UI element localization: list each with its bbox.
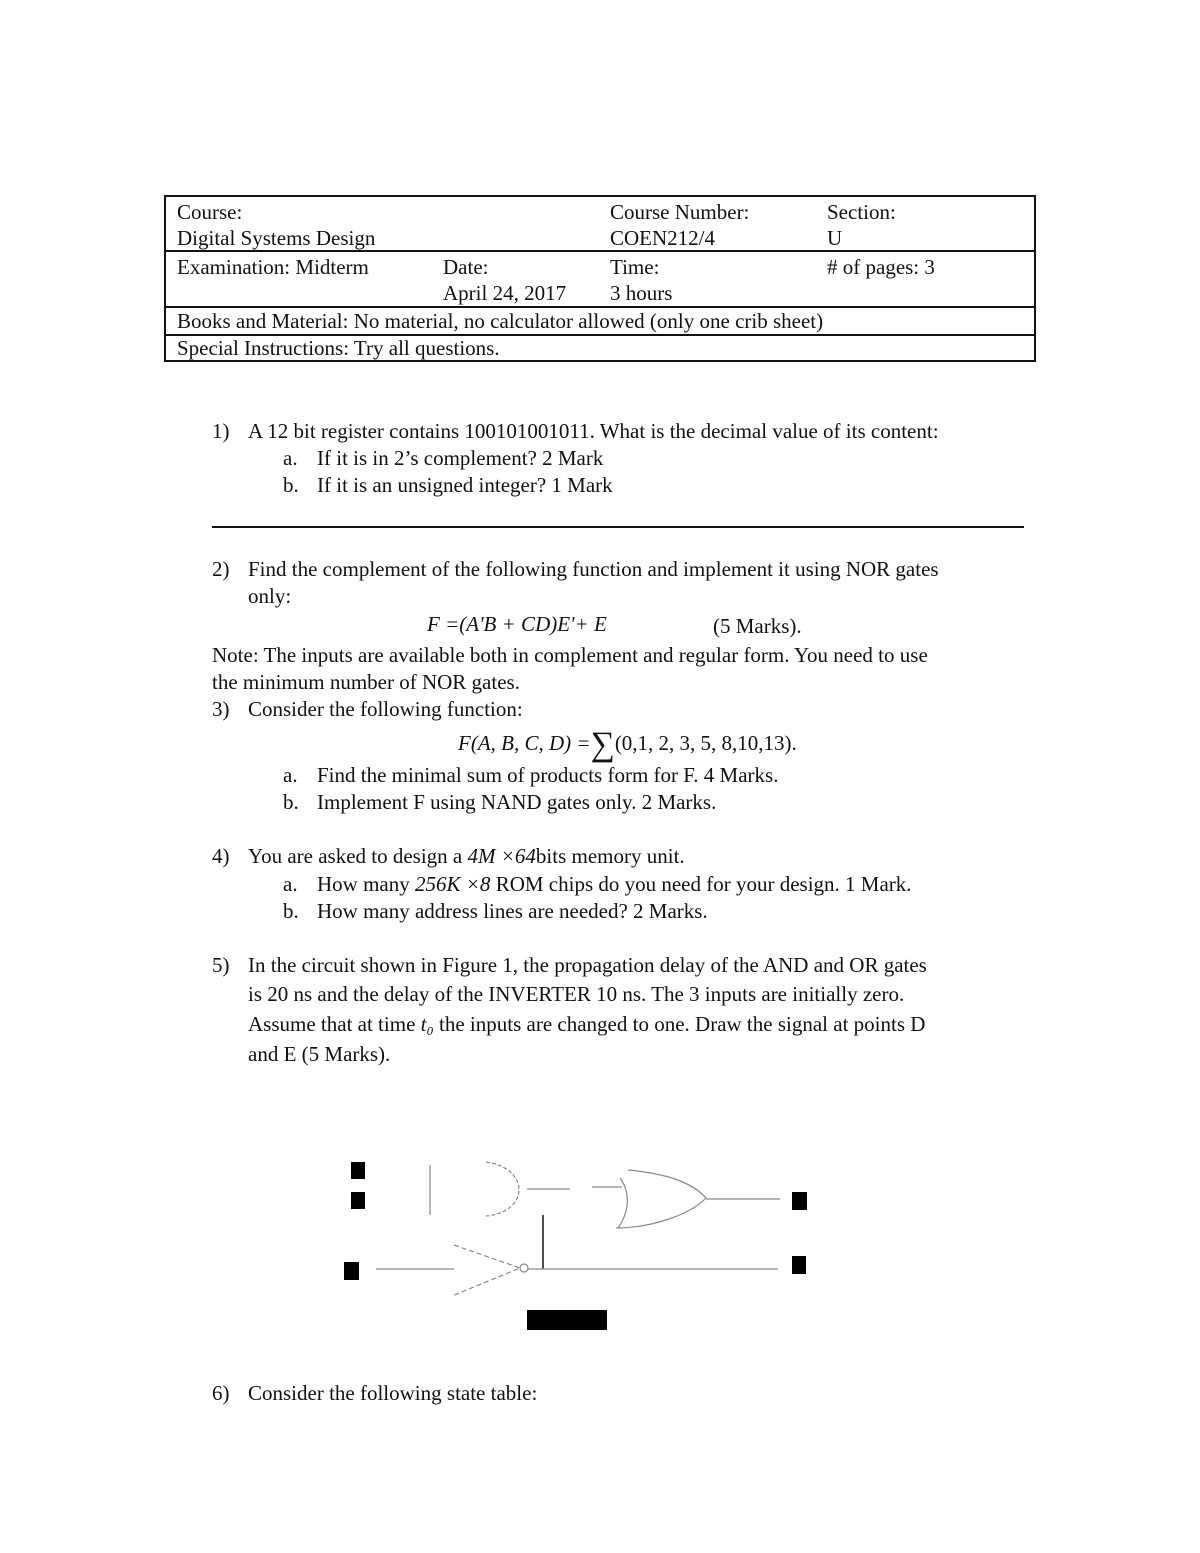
sigma-symbol: ∑ [590,726,615,763]
q2-note-line2: the minimum number of NOR gates. [212,670,520,694]
course-label: Course: [177,200,243,224]
q4-part-a: a. How many 256K ×8 ROM chips do you need for your design. 1 Mark. [283,872,912,896]
q2-text-line2: only: [248,584,292,608]
course-number-value: COEN212/4 [610,226,715,250]
inverter-bubble [520,1264,528,1272]
course-number-label: Course Number: [610,200,750,224]
section-value: U [827,226,843,250]
time-label: Time: [610,255,660,279]
date-label: Date: [443,255,489,279]
q3-part-b: b. Implement F using NAND gates only. 2 Marks. [283,790,717,814]
or-gate-body [616,1170,706,1228]
question-2: 2) Find the complement of the following function and implement it using NOR gates [212,557,939,581]
q3-part-a: a. Find the minimal sum of products form for F. 4 Marks. [283,763,779,787]
q4-part-b: b. How many address lines are needed? 2 Marks. [283,899,708,923]
input-b-label-block [351,1192,365,1209]
q2-note-line1: Note: The inputs are available both in complement and regular form. You need to use [212,643,928,667]
special-instructions: Special Instructions: Try all questions. [177,336,500,360]
output-d-label-block [792,1256,806,1274]
input-c-label-block [344,1262,359,1280]
figure-caption-block [527,1310,607,1330]
books-material: Books and Material: No material, no calculator allowed (only one crib sheet) [177,309,824,333]
q2-marks: (5 Marks). [713,614,802,638]
question-5: 5) In the circuit shown in Figure 1, the propagation delay of the AND and OR gates [212,953,927,977]
course-value: Digital Systems Design [177,226,376,250]
question-6: 6) Consider the following state table: [212,1381,538,1405]
q1-number: 1) [212,419,230,443]
input-a-label-block [351,1162,365,1179]
q1-text: A 12 bit register contains 100101001011. What is the decimal value of its content: [248,419,939,443]
inverter-body [452,1245,520,1296]
output-e-label-block [792,1192,807,1210]
q5-line2: is 20 ns and the delay of the INVERTER 10 ns. The 3 inputs are initially zero. [248,982,905,1006]
pages-label: # of pages: 3 [827,255,935,279]
question-4: 4) You are asked to design a 4M ×64bits memory unit. [212,844,685,868]
q2-equation: F =(A'B + CD)E'+ E [427,612,607,636]
and-gate-body [486,1162,519,1216]
q3-equation: F(A, B, C, D) =∑(0,1, 2, 3, 5, 8,10,13). [458,726,797,763]
time-value: 3 hours [610,281,673,305]
q5-line3: Assume that at time t₀ the inputs are changed to one. Draw the signal at points D [248,1012,926,1036]
exam-label: Examination: Midterm [177,255,369,279]
q1-part-b: b. If it is an unsigned integer? 1 Mark [283,473,613,497]
q1-part-a: a. If it is in 2’s complement? 2 Mark [283,446,604,470]
date-value: April 24, 2017 [443,281,567,305]
question-3: 3) Consider the following function: [212,697,523,721]
section-label: Section: [827,200,896,224]
q5-line4: and E (5 Marks). [248,1042,391,1066]
